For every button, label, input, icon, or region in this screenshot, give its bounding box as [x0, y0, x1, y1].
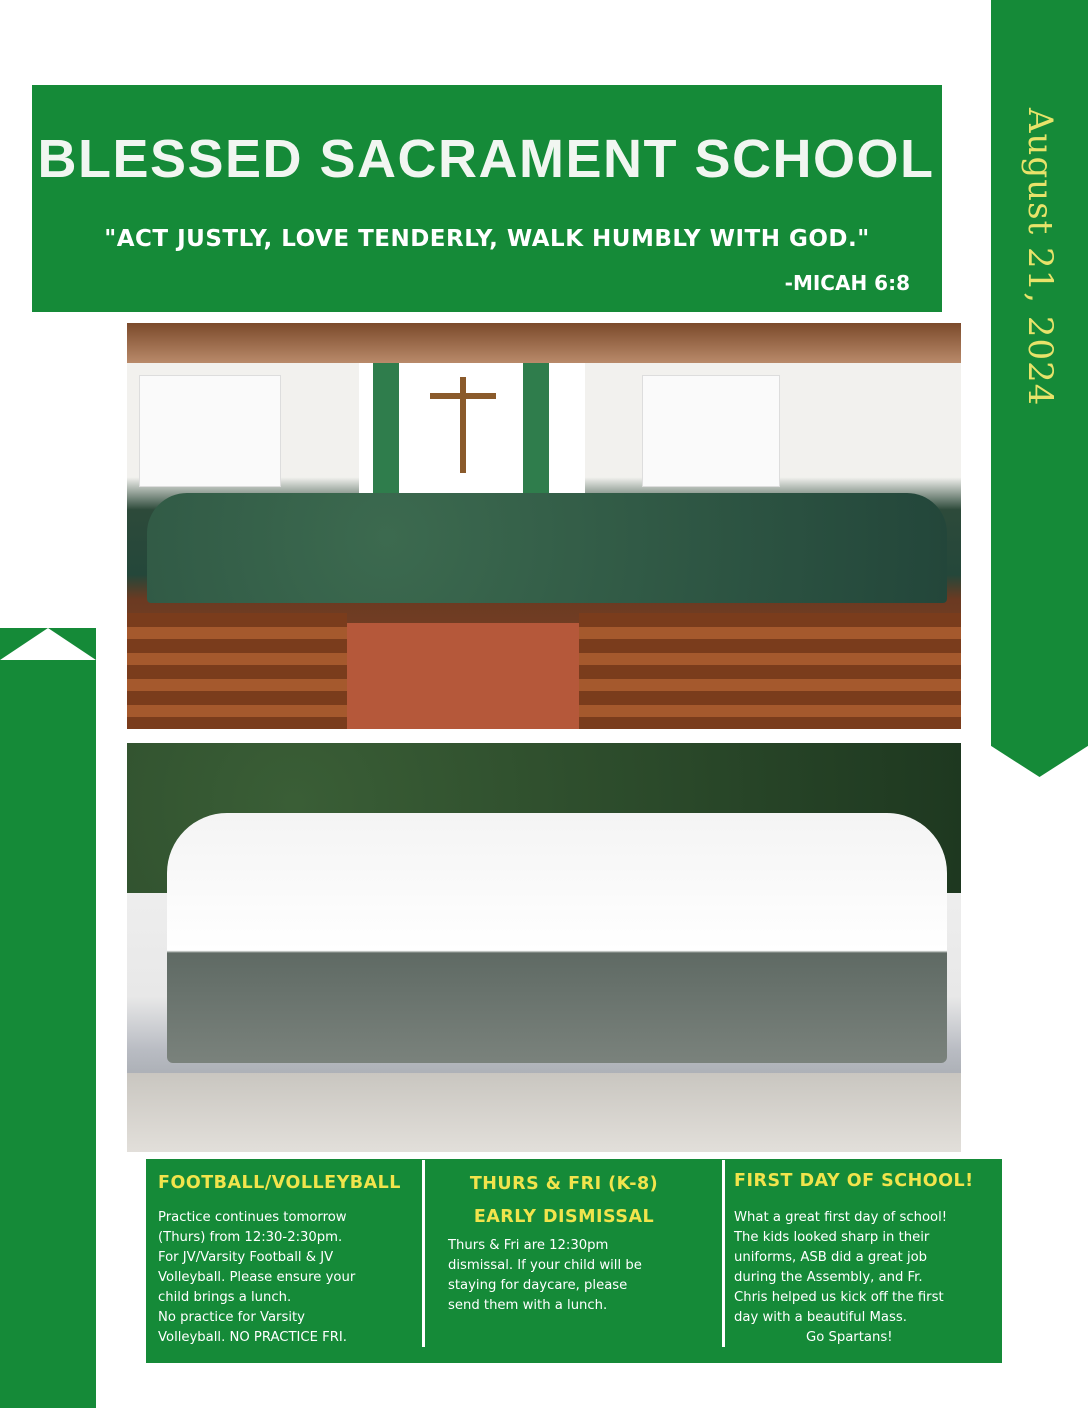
altar-screen-left: [139, 375, 281, 487]
football-volleyball-heading: FOOTBALL/VOLLEYBALL: [158, 1173, 401, 1193]
first-day-box: [722, 1159, 1002, 1363]
early-dismissal-section: [426, 1159, 722, 1363]
column-divider-left: [422, 1160, 425, 1347]
dismissal-line: Thurs & Fri are 12:30pm: [448, 1238, 609, 1253]
pews-right: [579, 613, 961, 729]
football-line: Volleyball. NO PRACTICE FRI.: [158, 1330, 347, 1345]
newsletter-date: August 21, 2024: [1020, 108, 1060, 407]
ceiling: [127, 323, 961, 363]
first-day-line: day with a beautiful Mass.: [734, 1310, 907, 1325]
football-line: (Thurs) from 12:30-2:30pm.: [158, 1230, 343, 1245]
pews-left: [127, 613, 347, 729]
early-dismissal-heading-line1: THURS & FRI (K-8): [469, 1174, 659, 1194]
football-line: child brings a lunch.: [158, 1290, 292, 1305]
motto-citation: -MICAH 6:8: [784, 271, 910, 295]
first-day-line: The kids looked sharp in their: [734, 1230, 930, 1245]
crucifix-bar: [430, 393, 496, 399]
column-divider-right: [722, 1160, 725, 1347]
left-green-banner: [0, 628, 96, 1408]
dismissal-line: dismissal. If your child will be: [448, 1258, 642, 1273]
student-leaders-photo: [127, 743, 961, 1152]
info-box: [146, 1159, 802, 1363]
football-line: For JV/Varsity Football & JV: [158, 1250, 334, 1265]
football-line: No practice for Varsity: [158, 1310, 305, 1325]
football-line: Practice continues tomorrow: [158, 1210, 347, 1225]
crucifix: [460, 377, 466, 473]
first-day-line: uniforms, ASB did a great job: [734, 1250, 928, 1265]
football-volleyball-section: [146, 1159, 418, 1363]
school-motto: "ACT JUSTLY, LOVE TENDERLY, WALK HUMBLY WITH GOD.": [104, 226, 870, 252]
early-dismissal-heading-line2: EARLY DISMISSAL: [473, 1207, 655, 1227]
ground: [127, 1073, 961, 1152]
left-banner-notch: [0, 628, 96, 660]
aisle-floor: [347, 623, 579, 729]
first-day-line: during the Assembly, and Fr.: [734, 1270, 923, 1285]
church-group-photo: [127, 323, 961, 729]
students-group: [167, 813, 947, 1063]
first-day-line: Chris helped us kick off the first: [734, 1290, 944, 1305]
first-day-closing: Go Spartans!: [806, 1330, 893, 1345]
football-line: Volleyball. Please ensure your: [158, 1270, 356, 1285]
first-day-heading: FIRST DAY OF SCHOOL!: [734, 1171, 974, 1191]
students-crowd: [147, 493, 947, 603]
dismissal-line: send them with a lunch.: [448, 1298, 608, 1313]
dismissal-line: staying for daycare, please: [448, 1278, 628, 1293]
first-day-line: What a great first day of school!: [734, 1210, 948, 1225]
school-title: BLESSED SACRAMENT SCHOOL: [37, 129, 935, 189]
altar-screen-right: [642, 375, 780, 487]
